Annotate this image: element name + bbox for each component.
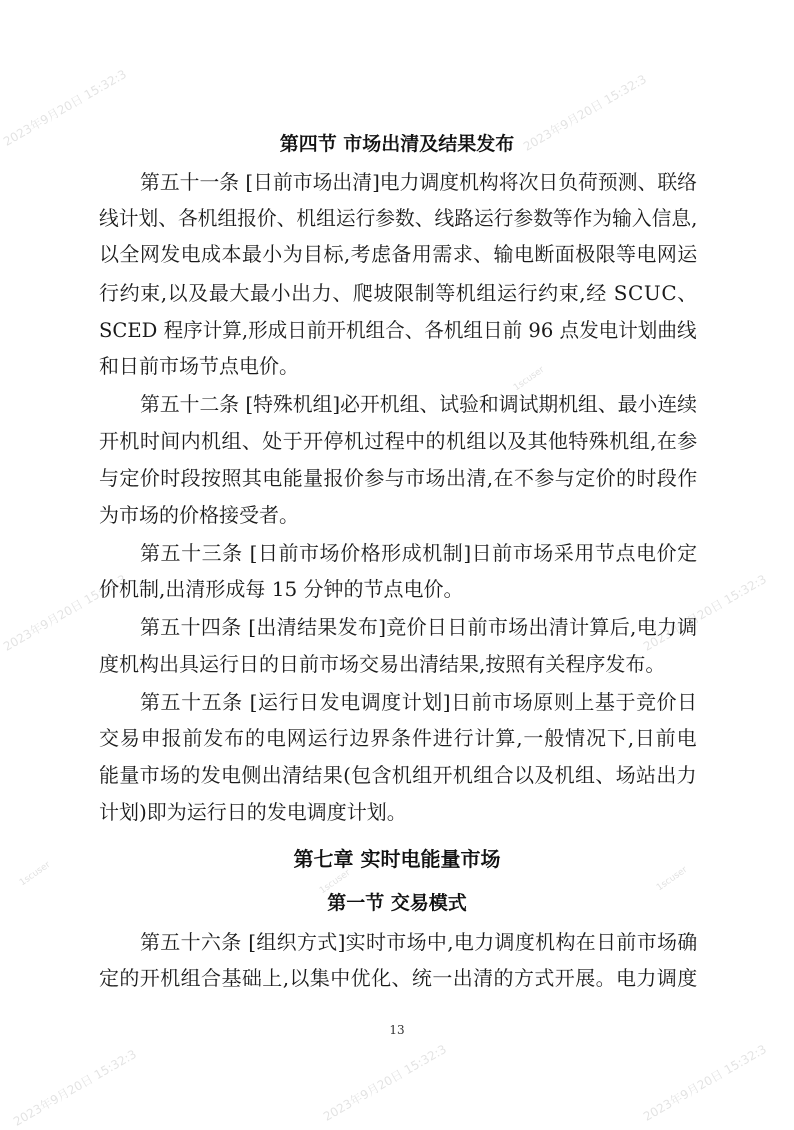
- article-56-line: 定的开机组合基础上,以集中优化、统一出清的方式开展。电力调度: [99, 966, 698, 990]
- article-55-line: 计划)即为运行日的发电调度计划。: [99, 800, 407, 824]
- article-52-line: 与定价时段按照其电能量报价参与市场出清,在不参与定价的时段作: [99, 466, 698, 490]
- article-51-line: 第五十一条 [日前市场出清]电力调度机构将次日负荷预测、联络: [140, 170, 697, 194]
- page-number: 13: [389, 1023, 405, 1037]
- article-52-line: 第五十二条 [特殊机组]必开机组、试验和调试期机组、最小连续: [140, 392, 697, 416]
- watermark-top-left: 2023年9月20日 15:32:3: [1, 66, 129, 149]
- article-53-line: 价机制,出清形成每 15 分钟的节点电价。: [99, 577, 464, 601]
- article-54-line: 度机构出具运行日的日前市场交易出清结果,按照有关程序发布。: [99, 652, 666, 676]
- article-53-line: 第五十三条 [日前市场价格形成机制]日前市场采用节点电价定: [140, 541, 698, 565]
- watermark-tag-1: 1scuser: [512, 364, 547, 394]
- article-51-line: 以全网发电成本最小为目标,考虑备用需求、输电断面极限等电网运: [99, 242, 698, 266]
- article-56-line: 第五十六条 [组织方式]实时市场中,电力调度机构在日前市场确: [140, 930, 698, 954]
- watermark-top-center: 2023年9月20日 15:32:3: [521, 71, 649, 154]
- watermark-bottom-left: 2023年9月20日 15:32:3: [11, 1046, 139, 1129]
- article-51-line: SCED 程序计算,形成日前开机组合、各机组日前 96 点发电计划曲线: [99, 318, 697, 342]
- section-heading: 第四节 市场出清及结果发布: [279, 133, 515, 155]
- article-51-line: 行约束,以及最大最小出力、爬坡限制等机组运行约束,经 SCUC、: [99, 281, 698, 305]
- watermark-bottom-right: 2023年9月20日 15:32:3: [641, 1041, 769, 1124]
- article-55-line: 第五十五条 [运行日发电调度计划]日前市场原则上基于竞价日: [140, 690, 698, 714]
- article-54-line: 第五十四条 [出清结果发布]竞价日日前市场出清计算后,电力调: [140, 615, 698, 639]
- article-52-line: 开机时间内机组、处于开停机过程中的机组以及其他特殊机组,在参: [99, 429, 698, 453]
- watermark-bottom-center: 2023年9月20日 15:32:3: [321, 1041, 449, 1124]
- article-55-line: 交易申报前发布的电网运行边界条件进行计算,一般情况下,日前电: [99, 726, 698, 750]
- article-51-line: 和日前市场节点电价。: [99, 354, 299, 378]
- chapter-heading: 第七章 实时电能量市场: [293, 847, 501, 871]
- watermark-tag-4: 1scuser: [655, 864, 690, 894]
- article-55-line: 能量市场的发电侧出清结果(包含机组开机组合以及机组、场站出力: [99, 763, 698, 787]
- watermark-mid-right: 2023年9月20日 15:32:3: [641, 571, 769, 654]
- article-52-line: 为市场的价格接受者。: [99, 503, 299, 527]
- article-51-line: 线计划、各机组报价、机组运行参数、线路运行参数等作为输入信息,: [99, 206, 698, 230]
- watermark-tag-2: 1scuser: [18, 859, 53, 889]
- watermark-mid-left: 2023年9月20日 15:32:3: [1, 571, 129, 654]
- section-heading: 第一节 交易模式: [327, 892, 467, 914]
- watermark-tag-3: 1scuser: [318, 867, 353, 897]
